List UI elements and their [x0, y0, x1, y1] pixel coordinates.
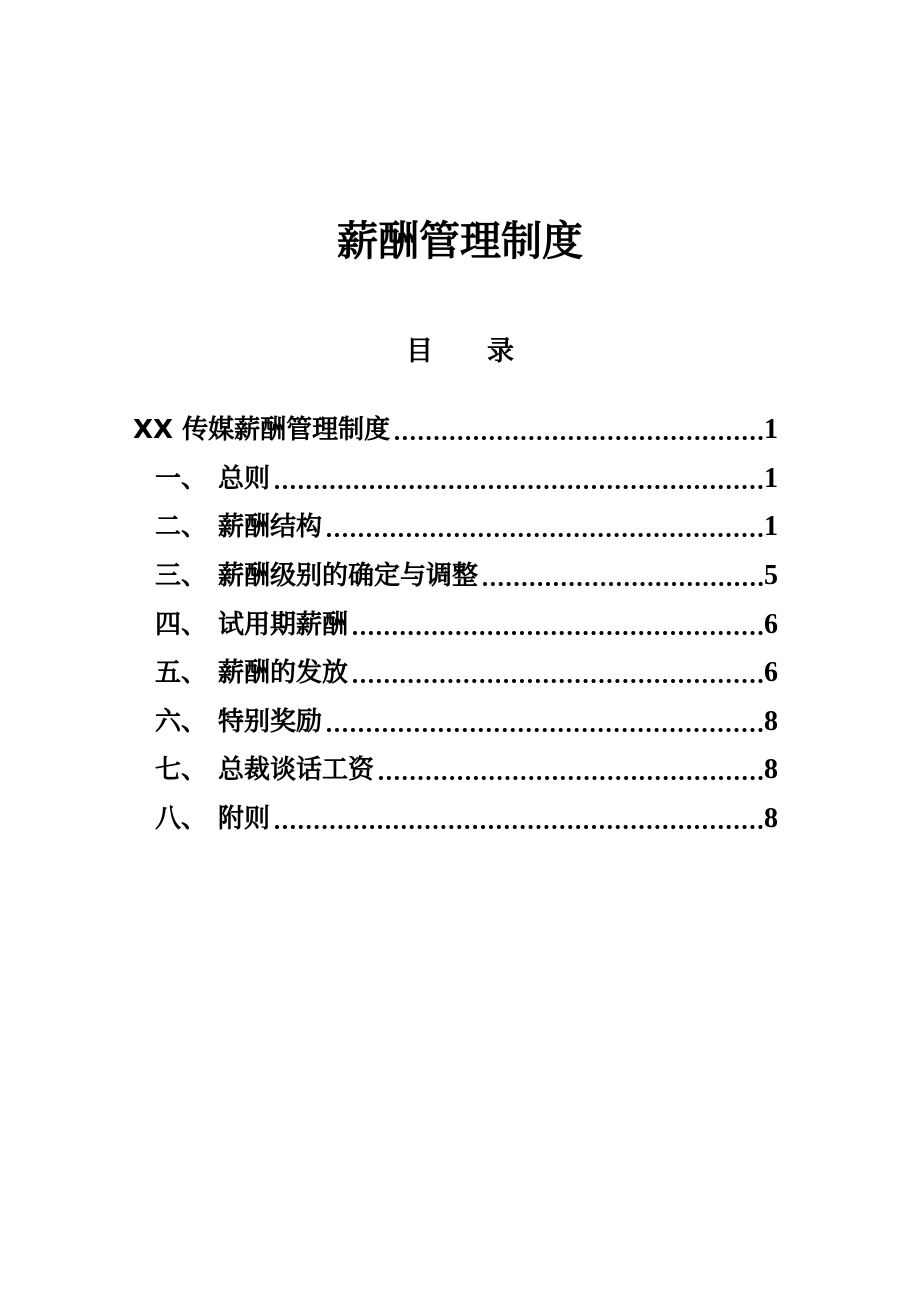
toc-entry-page-number: 1: [764, 462, 778, 494]
toc-entry[interactable]: [133, 552, 778, 601]
toc-entry-label: 附则: [218, 804, 271, 835]
toc-dot-leader: [327, 533, 763, 537]
toc-entry-page-number: 8: [764, 754, 778, 786]
toc-dot-leader: [327, 728, 763, 732]
toc-entry-page-number: 8: [764, 705, 778, 737]
toc-entry[interactable]: [133, 698, 778, 747]
toc-entry-root[interactable]: [133, 406, 778, 455]
toc-dot-leader: [379, 776, 763, 780]
toc-entry-label: 薪酬结构: [218, 512, 323, 543]
toc-entry-label: 总则: [218, 463, 271, 494]
toc-dot-leader: [483, 582, 763, 586]
toc-entry-label: 试用期薪酬: [218, 609, 349, 640]
toc-entry-page-number: 8: [764, 803, 778, 835]
toc-entry-ordinal: 五、: [155, 658, 208, 689]
toc-entry-page-number: 6: [764, 657, 778, 689]
toc-heading: 目 录: [406, 336, 514, 367]
toc-entry-ordinal: 三、: [155, 561, 208, 592]
toc-dot-leader: [395, 436, 763, 440]
toc-entry-ordinal: 七、: [155, 755, 208, 786]
toc-dot-leader: [353, 631, 763, 635]
toc-entry-label: 特别奖励: [218, 706, 323, 737]
toc-entry-label: XX 传媒薪酬管理制度: [133, 415, 391, 446]
toc-entry[interactable]: [133, 503, 778, 552]
toc-entry[interactable]: [133, 649, 778, 698]
toc-entry-page-number: 5: [764, 560, 778, 592]
toc-dot-leader: [275, 485, 763, 489]
table-of-contents: [133, 406, 778, 843]
toc-entry-ordinal: 八、: [155, 804, 208, 835]
toc-dot-leader: [275, 825, 763, 829]
toc-entry[interactable]: [133, 795, 778, 844]
toc-entry-ordinal: 二、: [155, 512, 208, 543]
toc-entry-page-number: 1: [764, 511, 778, 543]
toc-entry-ordinal: 四、: [155, 609, 208, 640]
toc-dot-leader: [353, 679, 763, 683]
toc-entry-label: 薪酬的发放: [218, 658, 349, 689]
toc-entry-page-number: 1: [764, 414, 778, 446]
toc-entry-ordinal: 一、: [155, 463, 208, 494]
toc-entry[interactable]: [133, 455, 778, 504]
toc-entry-label: 总裁谈话工资: [218, 755, 375, 786]
toc-entry[interactable]: [133, 600, 778, 649]
toc-entry-label: 薪酬级别的确定与调整: [218, 561, 479, 592]
document-title: 薪酬管理制度: [337, 217, 583, 265]
toc-entry-page-number: 6: [764, 608, 778, 640]
toc-entry[interactable]: [133, 746, 778, 795]
toc-entry-ordinal: 六、: [155, 706, 208, 737]
